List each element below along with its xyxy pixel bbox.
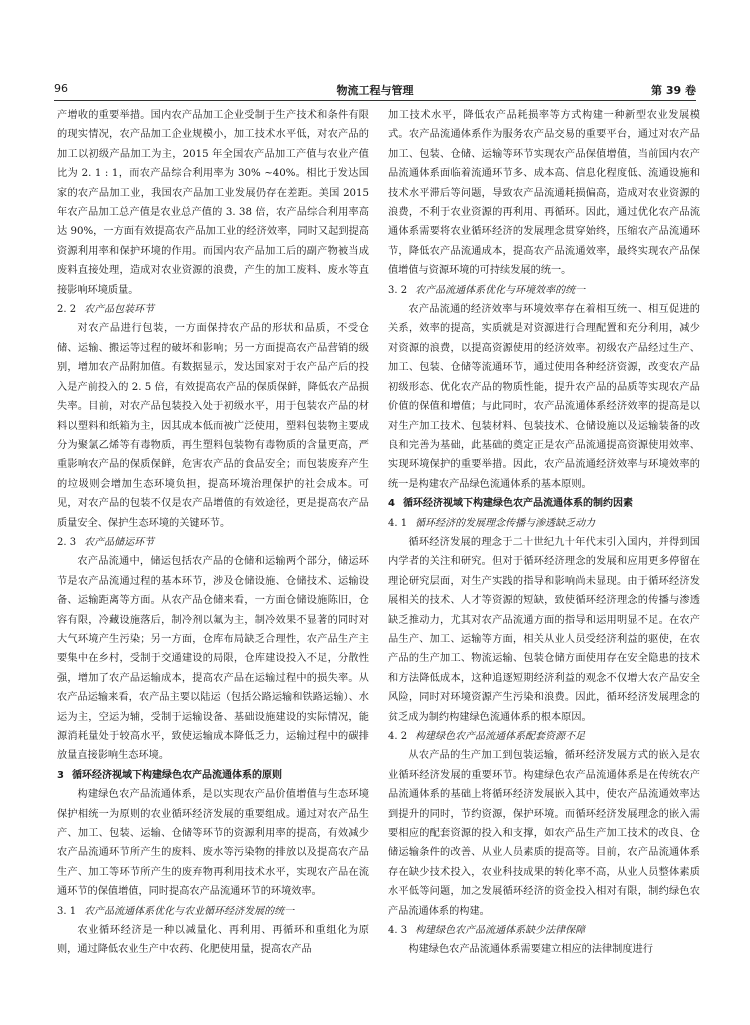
paragraph: 加工技术水平，降低农产品耗损率等方式构建一种新型农业发展模式。农产品流通体系作为服务农产品交易的重要平台，通过对农产品加工、包装、仓储、运输等环节实现农产品保值增值，当前国内农产品流通体系面临着流通环节多、成本高、信息化程度低、流通设施和技术水平滞后等问题，导致农产品流通耗损偏高，造成对农业资源的浪费，不利于农业资源的再利用、再循环。因此，通过优化农产品流通体系需要将农业循环经济的发展理念贯穿始终，压缩农产品流通环节，降低农产品流通成本，提高农产品流通效率，最终实现农产品保值增值与资源环境的可持续发展的统一。 — [388, 110, 700, 277]
subsection-heading-2-3 — [57, 533, 369, 552]
section-number: 3. 2 — [388, 284, 408, 296]
section-number: 4. 3 — [388, 925, 408, 937]
subsection-heading-4-2 — [388, 727, 700, 746]
section-number: 3. 1 — [57, 905, 77, 917]
paragraph: 对农产品进行包装，一方面保持农产品的形状和品质，不受仓储、运输、搬运等过程的破坏和影响；另一方面提高农产品营销的级别，增加农产品附加值。有数据显示，发达国家对于农产品产后的投入是产前投入的 2. 5 倍，有效提高农产品的保质保鲜，降低农产品损失率。目前，对农产品包装投入处于初级水平，用于包装农产品的材料以塑料和纸箱为主，因其成本低而被广泛使用，塑料包装物主要成分为聚氯乙烯等有毒物质，再生塑料包装物有毒物质的含量更高，严重影响农产品的保质保鲜，危害农产品的食品安全；而包装废弃产生的垃圾则会增加生态环境负担，提高环境治理保护的社会成本。可见，对农产品的包装不仅是农产品增值的有效途径，更是提高农产品质量安全、保护生态环境的关键环节。 — [57, 323, 369, 529]
paragraph: 农产品流通中，储运包括农产品的仓储和运输两个部分，储运环节是农产品流通过程的基本环节，涉及仓储设施、仓储技术、运输设备、运输距离等方面。从农产品仓储来看，一方面仓储设施陈旧，仓容有限，冷藏设施落后，制冷剂以氟为主，制冷效果不显著的同时对大气环境产生污染；另一方面，仓库布局缺乏合理性，农产品生产主要集中在乡村，受制于交通建设的局限，仓库建设投入不足，分散性强，增加了农产品运输成本，提高农产品在运输过程中的损失率。从农产品运输来看，农产品主要以陆运（包括公路运输和铁路运输）、水运为主，空运为辅，受制于运输设备、基础设施建设的实际情况，能源消耗量处于较高水平，致使运输成本降低乏力，运输过程中的碳排放量直接影响生态环境。 — [57, 556, 369, 762]
paragraph: 农业循环经济是一种以减量化、再利用、再循环和重组化为原则，通过降低农业生产中农药、化肥使用量，提高农产品 — [57, 925, 369, 956]
paragraph: 产增收的重要举措。国内农产品加工企业受制于生产技术和条件有限的现实情况，农产品加工企业规模小，加工技术水平低，对农产品的加工以初级产品加工为主，2015 年全国农产品加工产值与农业产值比为 2. 1 : 1，而农产品综合利用率为 30% ~40%。相比于发达国家的农产品加工业，我国农产品加工业发展仍存在差距。美国 2015 年农产品加工总产值是农业总产值的 3. 38 倍，农产品综合利用率高达 90%，一方面有效提高农产品加工业的经济效率，同时又起到提高资源利用率和保护环境的作用。而国内农产品加工后的副产物被当成废料直接处理，造成对农业资源的浪费，产生的加工废料、废水等直接影响环境质量。 — [57, 110, 369, 296]
section-title: 农产品储运环节 — [84, 536, 155, 548]
paragraph: 农产品流通的经济效率与环境效率存在着相互统一、相互促进的关系，效率的提高，实质就是对资源进行合理配置和充分利用，减少对资源的浪费，以提高资源使用的经济效率。初级农产品经过生产、加工、包装、仓储等流通环节，通过使用各种经济资源，改变农产品初级形态、优化农产品的物质性能，提升农产品的品质等实现农产品价值的保值和增值；与此同时，农产品流通体系经济效率的提高是以对生产加工技术、包装材料、包装技术、仓储设施以及运输装备的改良和完善为基础，此基础的奠定正是农产品流通提高资源使用效率、实现环境保护的重要举措。因此，农产品流通经济效率与环境效率的统一是构建农产品绿色流通体系的基本原则。 — [388, 304, 700, 490]
section-number: 4. 2 — [388, 731, 408, 742]
subsection-heading-3-2 — [388, 281, 700, 300]
section-title: 构建绿色农产品流通体系缺少法律保障 — [415, 925, 586, 937]
paragraph: 构建绿色农产品流通体系，是以实现农产品价值增值与生态环境保护相统一为原则的农业循环经济发展的重要组成。通过对农产品生产、加工、包装、运输、仓储等环节的资源利用率的提高，有效减少农产品流通环节所产生的废料、废水等污染物的排放以及提高农产品生产、加工等环节所产生的废弃物再利用技术水平，实现农产品在流通环节的保值增值，同时提高农产品流通环节的环境效率。 — [57, 789, 369, 898]
paragraph: 循环经济发展的理念于二十世纪九十年代末引入国内，并得到国内学者的关注和研究。但对于循环经济理念的发展和应用更多停留在理论研究层面，对生产实践的指导和影响尚未显现。由于循环经济发展相关的技术、人才等资源的短缺，致使循环经济理念的传播与渗透缺乏推动力，尤其对农产品流通方面的指导和运用明显不足。在农产品生产、加工、运输等方面，相关从业人员受经济利益的驱使，在农产品的生产加工、物流运输、包装仓储方面使用存在安全隐患的技术和方法降低成本，这种追逐短期经济利益的观念不仅增大农产品安全风险，同时对环境资源产生污染和浪费。因此，循环经济发展理念的贫乏成为制约构建绿色流通体系的根本原因。 — [388, 536, 700, 723]
volume-number: 第 39 卷 — [651, 84, 696, 97]
section-number: 2. 2 — [57, 304, 77, 316]
section-number: 4 — [388, 498, 395, 510]
section-heading-4 — [388, 494, 700, 513]
left-column — [57, 106, 369, 1006]
right-column — [388, 106, 700, 1006]
section-title: 循环经济视域下构建绿色农产品流通体系的原则 — [71, 769, 282, 781]
running-header — [54, 82, 696, 100]
journal-title: 物流工程与管理 — [336, 84, 414, 97]
section-title: 循环经济视域下构建绿色农产品流通体系的制约因素 — [402, 498, 633, 510]
page-number: 96 — [54, 82, 68, 95]
subsection-heading-3-1 — [57, 902, 369, 921]
section-title: 农产品流通体系优化与环境效率的统一 — [415, 284, 586, 296]
section-title: 农产品包装环节 — [84, 304, 155, 316]
subsection-heading-4-1 — [388, 514, 700, 533]
section-title: 农产品流通体系优化与农业循环经济发展的统一 — [84, 905, 295, 917]
subsection-heading-2-2 — [57, 300, 369, 319]
section-number: 2. 3 — [57, 536, 77, 548]
section-number: 3 — [57, 769, 64, 781]
subsection-heading-4-3 — [388, 921, 700, 940]
section-title: 构建绿色农产品流通体系配套资源不足 — [415, 731, 586, 742]
paragraph: 从农产品的生产加工到包装运输，循环经济发展方式的嵌入是农业循环经济发展的重要环节。构建绿色农产品流通体系是在传统农产品流通体系的基础上将循环经济发展嵌入其中，使农产品流通效率达到提升的同时，节约资源，保护环境。而循环经济发展理念的嵌入需要相应的配套资源的投入和支撑，如农产品生产加工技术的改良、仓储运输条件的改善、从业人员素质的提高等。目前，农产品流通体系存在缺少技术投入，农业科技成果的转化率不高，从业人员整体素质水平低等问题，加之发展循环经济的资金投入相对有限，制约绿色农产品流通体系的构建。 — [388, 750, 700, 917]
paragraph: 构建绿色农产品流通体系需要建立相应的法律制度进行 — [408, 944, 653, 956]
header-rule — [54, 100, 696, 101]
section-title: 循环经济的发展理念传播与渗透缺乏动力 — [415, 517, 596, 529]
section-number: 4. 1 — [388, 517, 408, 529]
section-heading-3 — [57, 766, 369, 785]
